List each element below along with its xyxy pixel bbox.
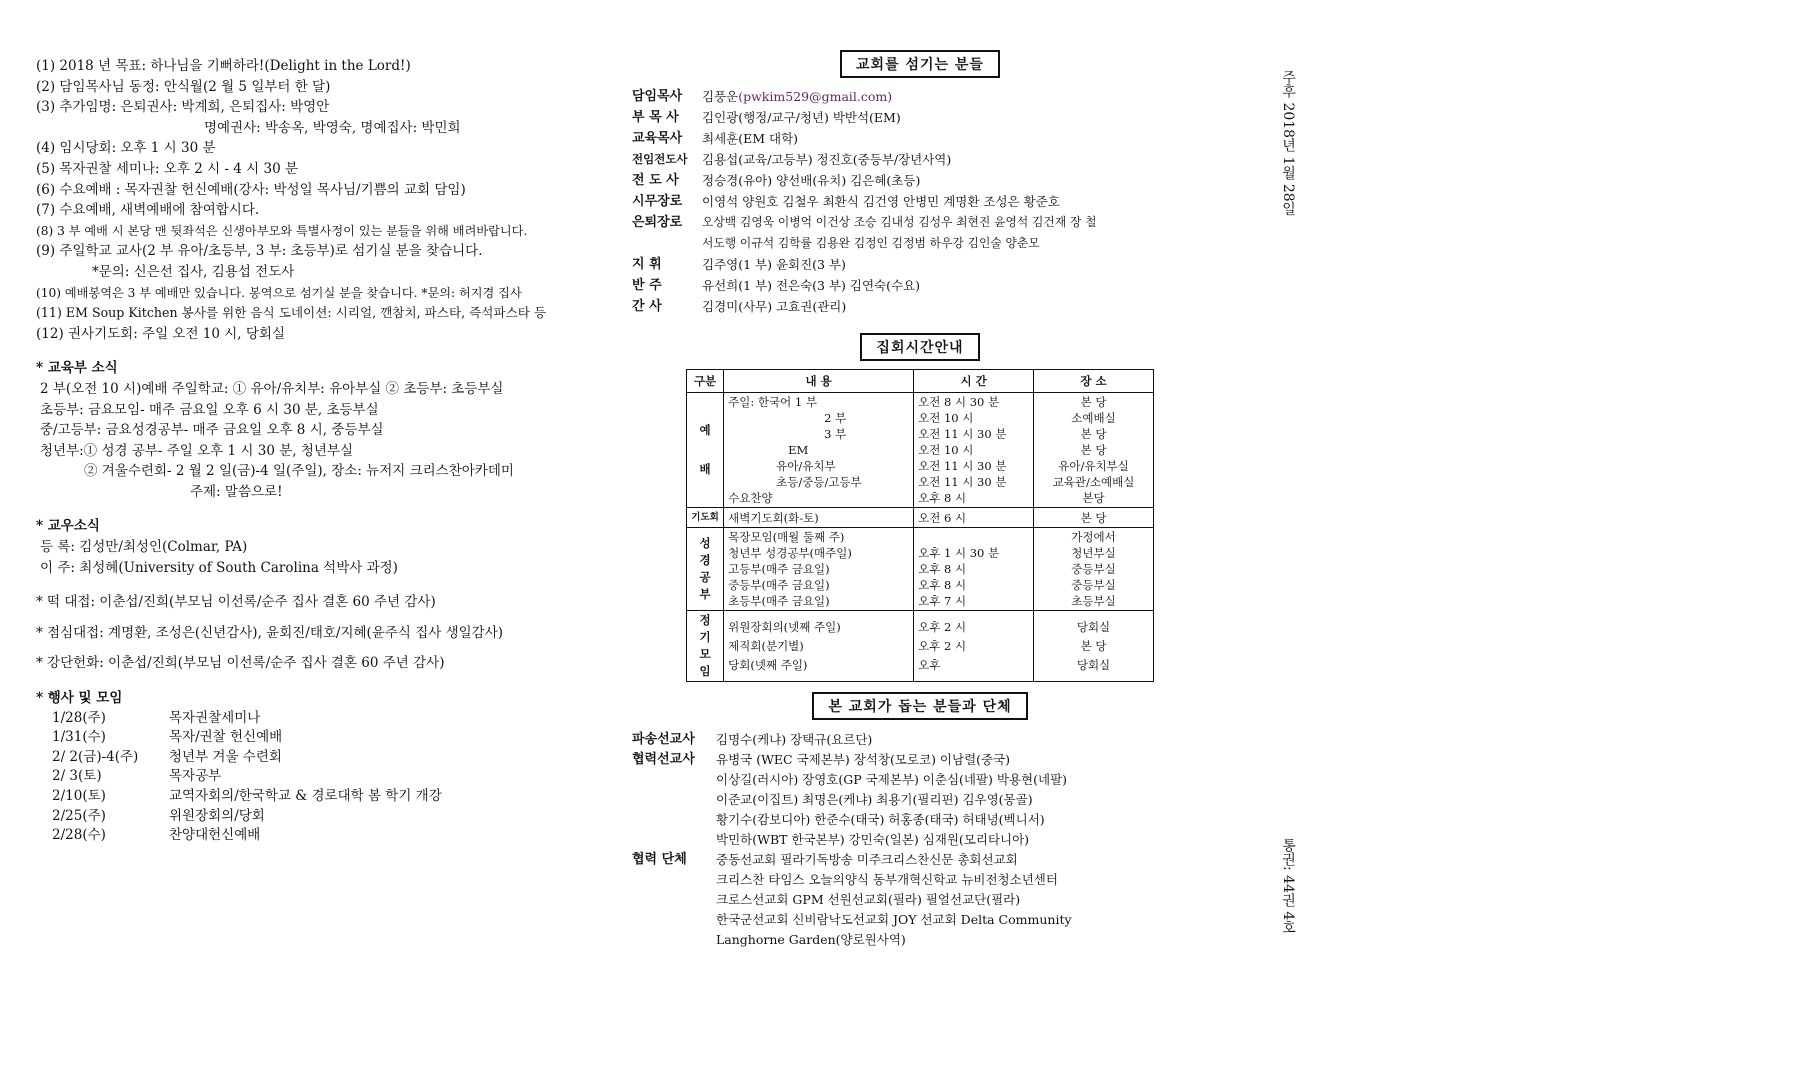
education-header: * 교육부 소식 <box>36 360 118 377</box>
event-name: 찬양대헌신예배 <box>169 827 261 844</box>
staff-role: 반 주 <box>632 278 662 293</box>
schedule-category: 성 경 공 부 <box>687 528 724 611</box>
schedule-group-bible-study <box>687 528 1154 611</box>
staff-names: 김용섭(교육/고등부) 정진호(중등부/장년사역) <box>702 152 952 167</box>
mission-names: 이상길(러시아) 장영호(GP 국제본부) 이춘심(네팔) 박용현(네팔) <box>716 772 1068 787</box>
altar-flowers: * 강단헌화: 이춘섭/진희(부모님 이선록/순주 집사 결혼 60 주년 감사) <box>36 655 445 672</box>
staff-names: 김인광(행정/교구/청년) 박반석(EM) <box>702 110 901 125</box>
schedule-time: 오후 2 시 오후 2 시 오후 <box>914 611 1034 682</box>
event-row <box>52 787 626 807</box>
schedule-category: 예 배 <box>687 393 724 508</box>
member-news <box>36 516 626 578</box>
staff-row <box>632 275 1200 296</box>
rice-cake-offering: * 떡 대접: 이춘섭/진희(부모님 이선록/순주 집사 결혼 60 주년 감사) <box>36 594 436 611</box>
missions-list <box>632 730 1200 950</box>
staff-role: 전임전도사 <box>632 152 688 166</box>
staff-role: 전 도 사 <box>632 173 679 188</box>
announcement-item: (10) 예배봉역은 3 부 예배만 있습니다. 봉역으로 섬기실 분을 찾습니다. *문의: 허지경 집사 <box>36 285 522 300</box>
education-line: 주제: 말씀으로! <box>190 483 283 500</box>
mission-names: 김명수(케냐) 장택규(요르단) <box>716 732 873 747</box>
event-row <box>52 709 626 729</box>
staff-row <box>632 128 1200 149</box>
mission-row <box>632 730 1200 750</box>
member-line: 등 록: 김성만/최성인(Colmar, PA) <box>40 539 248 556</box>
staff-role: 시무장로 <box>632 194 683 209</box>
staff-row <box>632 212 1200 254</box>
event-row <box>52 807 626 827</box>
announcement-item: (5) 목자권찰 세미나: 오후 2 시 - 4 시 30 분 <box>36 160 298 177</box>
staff-names: 김주영(1 부) 윤회진(3 부) <box>702 257 846 272</box>
right-column <box>632 50 1200 950</box>
schedule-content: 주일: 한국어 1 부 2 부 3 부 EM 유아/유치부 초등/중등/고등부 수요찬양 <box>724 393 914 508</box>
event-date: 2/ 3(토) <box>52 768 102 785</box>
staff-role: 담임목사 <box>632 89 683 104</box>
announcement-item: (12) 권사기도회: 주일 오전 10 시, 당회실 <box>36 325 286 342</box>
event-name: 목자권찰세미나 <box>169 709 261 726</box>
schedule-time: 오전 6 시 <box>914 508 1034 528</box>
staff-role: 부 목 사 <box>632 110 679 125</box>
event-name: 목자공부 <box>169 768 222 785</box>
lunch-offering: * 점심대접: 계명환, 조성은(신년감사), 윤회진/태호/지혜(윤주식 집사 생일감사) <box>36 624 504 641</box>
event-row <box>52 826 626 846</box>
schedule-time: 오후 1 시 30 분 오후 8 시 오후 8 시 오후 7 시 <box>914 528 1034 611</box>
announcement-item: (1) 2018 년 목표: 하나님을 기뻐하라!(Delight in the Lord!) <box>36 58 411 74</box>
staff-row <box>632 296 1200 317</box>
staff-row <box>632 170 1200 191</box>
education-line: 청년부:① 성경 공부- 주일 오후 1 시 30 분, 청년부실 <box>40 442 353 459</box>
staff-names: 유선희(1 부) 전은숙(3 부) 김연숙(수요) <box>702 278 921 293</box>
announcement-item: *문의: 신은선 집사, 김용섭 전도사 <box>92 263 295 280</box>
schedule-content: 목장모임(매월 둘째 주) 청년부 성경공부(매주일) 고등부(매주 금요일) 중등부(매주 금요일) 초등부(매주 금요일) <box>724 528 914 611</box>
event-date: 2/25(주) <box>52 807 106 824</box>
schedule-place: 당회실 본 당 당회실 <box>1034 611 1154 682</box>
mission-names: 한국군선교회 신비람낙도선교회 JOY 선교회 Delta Community <box>716 912 1072 927</box>
education-line: 중/고등부: 금요성경공부- 매주 금요일 오후 8 시, 중등부실 <box>40 422 384 439</box>
announcement-item: (11) EM Soup Kitchen 봉사를 위한 음식 도네이션: 시리얼, 깬참치, 파스타, 즉석파스타 등 <box>36 305 547 321</box>
mission-names: 황기수(캄보디아) 한준수(태국) 허홍종(태국) 허태녕(벡니서) <box>716 812 1045 827</box>
col-header: 시 간 <box>914 370 1034 393</box>
mission-names: 이준교(이집트) 최명은(케냐) 최용기(필리핀) 김우영(몽골) <box>716 792 1033 807</box>
event-date: 2/28(수) <box>52 827 106 844</box>
issue-number: 통권: 44권 4호 <box>1280 838 1296 935</box>
staff-role: 지 휘 <box>632 257 662 272</box>
bulletin-date: 주후 2018년 1월 28일 <box>1280 70 1296 216</box>
schedule-content: 새벽기도회(화-토) <box>724 508 914 528</box>
staff-names: 김풍운 <box>702 89 739 104</box>
education-line: ② 겨울수련회- 2 월 2 일(금)-4 일(주일), 장소: 뉴저지 크리스찬아카데미 <box>84 463 514 480</box>
staff-role: 은퇴장로 <box>632 215 683 230</box>
schedule-group-meetings <box>687 611 1154 682</box>
mission-names: 유병국 (WEC 국제본부) 장석창(모로코) 이남렬(중국) <box>716 752 1011 767</box>
event-date: 1/31(수) <box>52 729 106 746</box>
staff-names: 김경미(사무) 고효권(관리) <box>702 299 847 314</box>
education-line: 초등부: 금요모임- 매주 금요일 오후 6 시 30 분, 초등부실 <box>40 401 379 418</box>
mission-names: 크리스찬 타임스 오늘의양식 동부개혁신학교 뉴비전청소년센터 <box>716 872 1058 887</box>
schedule-content: 위원장회의(넷째 주일) 제직회(분기별) 당회(넷째 주일) <box>724 611 914 682</box>
left-column <box>36 56 626 846</box>
event-name: 교역자회의/한국학교 & 경로대학 봄 학기 개강 <box>169 788 442 804</box>
announcement-item: (4) 임시당회: 오후 1 시 30 분 <box>36 140 216 157</box>
staff-list <box>632 86 1200 317</box>
schedule-time: 오전 8 시 30 분 오전 10 시 오전 11 시 30 분 오전 10 시 오전 11 시 30 분 오전 11 시 30 분 오후 8 시 <box>914 393 1034 508</box>
schedule-group-worship <box>687 393 1154 508</box>
staff-names: 이영석 양원호 김철우 최환식 김건영 안병민 계명환 조성은 황준호 <box>702 194 1060 209</box>
mission-row <box>632 750 1200 850</box>
event-name: 위원장회의/당회 <box>169 807 265 824</box>
event-date: 2/10(토) <box>52 788 106 804</box>
mission-names: 크로스선교회 GPM 선원선교회(필라) 필얼선교단(필라) <box>716 892 1021 907</box>
mission-row <box>632 850 1200 950</box>
event-row <box>52 728 626 748</box>
education-news <box>36 358 626 502</box>
staff-row <box>632 107 1200 128</box>
staff-row <box>632 149 1200 170</box>
event-date: 2/ 2(금)-4(주) <box>52 748 139 765</box>
event-row <box>52 767 626 787</box>
mission-role: 파송선교사 <box>632 732 695 747</box>
event-row <box>52 748 626 768</box>
staff-role: 교육목사 <box>632 131 683 146</box>
staff-names: 오상백 김영욱 이병억 이건상 조승 김내성 김성우 최현진 윤영석 김건재 장 철 <box>702 215 1097 229</box>
schedule-place: 본 당 소예배실 본 당 본 당 유아/유치부실 교육관/소예배실 본당 <box>1034 393 1154 508</box>
announcement-item: (2) 담임목사님 동정: 안식월(2 월 5 일부터 한 달) <box>36 78 331 95</box>
announcement-item: (9) 주일학교 교사(2 부 유아/초등부, 3 부: 초등부)로 섬기실 분을 찾습니다. <box>36 243 483 260</box>
member-header: * 교우소식 <box>36 518 100 535</box>
staff-row <box>632 254 1200 275</box>
mission-names: 박민하(WBT 한국본부) 강민숙(일본) 심재원(모리타니아) <box>716 832 1030 847</box>
staff-title: 교회를 섬기는 분들 <box>840 50 1000 78</box>
schedule-group-prayer <box>687 508 1154 528</box>
event-name: 목자/권찰 헌신예배 <box>169 729 283 746</box>
schedule-category: 기도회 <box>687 508 724 528</box>
col-header: 구분 <box>687 370 724 393</box>
schedule-title: 집회시간안내 <box>860 333 979 361</box>
staff-names: 정승경(유아) 양선배(유치) 김은혜(초등) <box>702 173 921 188</box>
missions-title: 본 교회가 돕는 분들과 단체 <box>812 692 1027 720</box>
schedule-category: 정 기 모 임 <box>687 611 724 682</box>
announcement-item: 명예권사: 박송옥, 박영숙, 명예집사: 박민희 <box>204 119 461 136</box>
col-header: 장 소 <box>1034 370 1154 393</box>
events <box>36 688 626 846</box>
events-header: * 행사 및 모임 <box>36 690 123 707</box>
announcement-item: (3) 추가임명: 은퇴권사: 박계희, 은퇴집사: 박영안 <box>36 99 330 116</box>
schedule-place: 가정에서 청년부실 중등부실 중등부실 초등부실 <box>1034 528 1154 611</box>
staff-row <box>632 191 1200 212</box>
mission-role: 협력 단체 <box>632 852 687 867</box>
announcement-item: (8) 3 부 예배 시 본당 맨 뒷좌석은 신생아부모와 특별사정이 있는 분들을 위해 배려바랍니다. <box>36 223 528 238</box>
staff-names: 서도행 이규석 김학률 김용완 김정인 김정범 하우강 김인술 양춘모 <box>702 236 1040 250</box>
mission-names: Langhorne Garden(양로원사역) <box>716 932 906 947</box>
announcement-item: (6) 수요예배 : 목자권찰 헌신예배(강사: 박성일 목사님/기쁨의 교회 담임) <box>36 181 466 198</box>
staff-names: 최세훈(EM 대학) <box>702 131 799 146</box>
event-name: 청년부 겨울 수련회 <box>169 748 282 765</box>
event-date: 1/28(주) <box>52 709 106 726</box>
staff-role: 간 사 <box>632 299 662 314</box>
pastor-email[interactable]: (pwkim529@gmail.com) <box>738 89 893 104</box>
schedule-place: 본 당 <box>1034 508 1154 528</box>
mission-role: 협력선교사 <box>632 752 695 767</box>
education-line: 2 부(오전 10 시)예배 주일학교: ① 유아/유치부: 유아부실 ② 초등부: 초등부실 <box>40 380 504 397</box>
col-header: 내 용 <box>724 370 914 393</box>
announcements <box>36 56 626 344</box>
staff-row <box>632 86 1200 107</box>
mission-names: 중동선교회 필라기독방송 미주크리스찬신문 총회선교회 <box>716 852 1018 867</box>
schedule-header-row <box>687 370 1154 393</box>
member-line: 이 주: 최성혜(University of South Carolina 석박사 과정) <box>40 559 398 576</box>
schedule-table <box>686 369 1154 682</box>
announcement-item: (7) 수요예배, 새벽예배에 참여합시다. <box>36 202 260 219</box>
